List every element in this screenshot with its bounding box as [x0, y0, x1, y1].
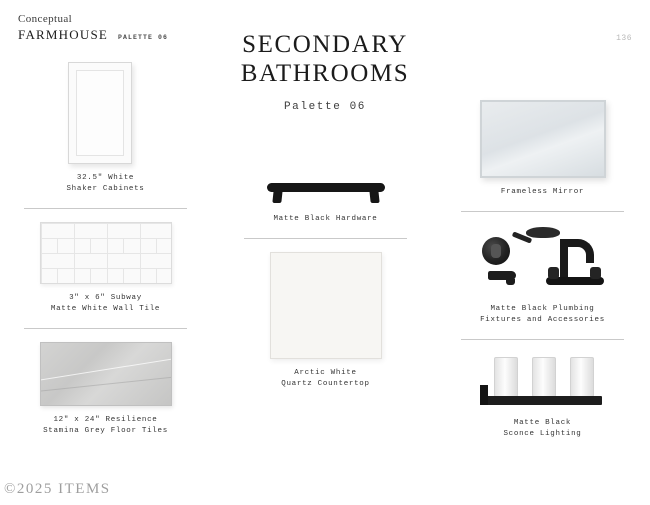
page-title-line-2: BATHROOMS [240, 60, 410, 87]
item-caption [455, 304, 630, 326]
shower-valve-trim-icon [482, 237, 510, 265]
item-sconce-lighting [455, 353, 630, 440]
caption-line-2: Fixtures and Accessories [480, 316, 605, 324]
right-column [455, 100, 630, 440]
plumbing-fixtures-icon [468, 225, 618, 295]
caption-line-1: 32.5" White [76, 174, 135, 182]
shower-head-icon [526, 227, 560, 238]
item-quartz-countertop [238, 252, 413, 390]
brand-conceptual-label: Conceptual [18, 13, 73, 25]
item-frameless-mirror [455, 100, 630, 198]
caption-line-2: Stamina Grey Floor Tiles [43, 427, 168, 435]
item-floor-tile [18, 342, 193, 437]
page-subtitle: Palette 06 [283, 101, 366, 113]
item-plumbing-fixtures [455, 225, 630, 326]
item-caption [238, 214, 413, 225]
section-divider [244, 238, 407, 239]
quartz-slab-art [238, 252, 413, 359]
page-number: 136 [616, 34, 632, 43]
caption-line-1: Arctic White [294, 369, 357, 377]
mirror-art [455, 100, 630, 178]
tub-spout-icon [488, 271, 516, 280]
item-shaker-cabinets [18, 60, 193, 195]
floor-tile-icon [40, 342, 172, 406]
floor-tile-art [18, 342, 193, 406]
item-caption [18, 173, 193, 195]
cabinet-pull-icon [261, 175, 391, 205]
left-column [18, 60, 193, 437]
cabinet-swatch-art [18, 60, 193, 164]
caption-line-2: Shaker Cabinets [66, 185, 145, 193]
plumbing-art [455, 225, 630, 295]
sconce-art [455, 353, 630, 409]
caption-line-1: 12" x 24" Resilience [53, 416, 158, 424]
mirror-icon [480, 100, 606, 178]
section-divider [461, 211, 624, 212]
item-caption [455, 187, 630, 198]
caption-line-1: Matte Black Hardware [273, 215, 378, 223]
section-divider [24, 328, 187, 329]
caption-line-1: Matte Black Plumbing [490, 305, 595, 313]
page-title-line-1: SECONDARY [242, 31, 408, 58]
cabinet-door-icon [68, 62, 132, 164]
palette-tag: PALETTE 06 [118, 34, 169, 41]
subway-tile-icon [40, 222, 172, 284]
caption-line-2: Sconce Lighting [503, 430, 582, 438]
watermark: ©2025 ITEMS [4, 481, 111, 497]
sconce-light-icon [478, 353, 608, 409]
item-subway-tile [18, 222, 193, 315]
caption-line-2: Matte White Wall Tile [50, 305, 161, 313]
subway-tile-art [18, 222, 193, 284]
item-caption [455, 418, 630, 440]
section-divider [461, 339, 624, 340]
item-caption [18, 293, 193, 315]
item-matte-black-hardware [238, 175, 413, 225]
caption-line-1: Matte Black [513, 419, 572, 427]
section-divider [24, 208, 187, 209]
caption-line-2: Quartz Countertop [281, 380, 370, 388]
middle-column [238, 175, 413, 390]
caption-line-1: Frameless Mirror [500, 188, 585, 196]
item-caption [18, 415, 193, 437]
item-caption [238, 368, 413, 390]
brand-farmhouse-label: FARMHOUSE [18, 27, 109, 42]
cabinet-pull-art [238, 175, 413, 205]
caption-line-1: 3" x 6" Subway [69, 294, 142, 302]
quartz-slab-icon [270, 252, 382, 359]
